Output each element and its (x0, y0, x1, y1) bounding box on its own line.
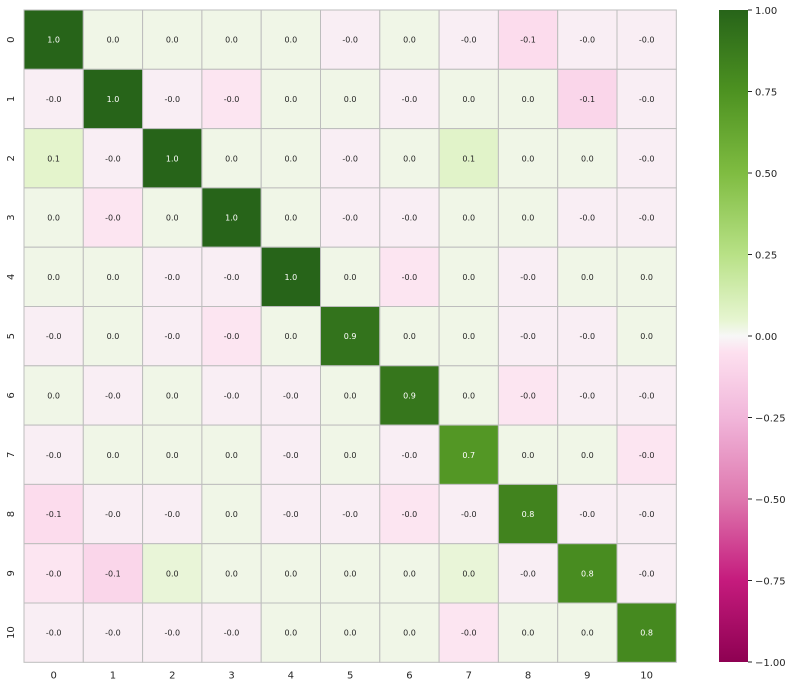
heatmap-cell-label: -0.0 (579, 213, 596, 223)
heatmap-cell-label: 0.0 (225, 154, 238, 164)
colorbar-tick-label: −0.50 (755, 495, 786, 506)
heatmap-cell-label: -0.0 (223, 628, 240, 638)
heatmap-cell-label: -0.0 (401, 272, 418, 282)
heatmap-cell-label: 0.0 (521, 213, 535, 223)
heatmap-cell-label: 0.0 (403, 332, 416, 342)
heatmap-cell-label: -0.0 (638, 391, 655, 401)
heatmap-cell-label: 0.0 (225, 35, 238, 45)
heatmap-cell-label: -0.0 (164, 272, 181, 282)
heatmap-cell-label: -0.0 (401, 94, 418, 104)
heatmap-cell-label: 0.0 (106, 332, 120, 342)
heatmap-cell-label: 0.9 (343, 332, 357, 342)
colorbar-tick-label: 0.25 (755, 250, 778, 262)
heatmap-cell-label: -0.1 (105, 569, 121, 579)
heatmap-cell-label: -0.0 (401, 213, 418, 223)
y-tick-label: 3 (6, 214, 17, 221)
heatmap-cell-label: 0.0 (284, 213, 298, 223)
heatmap-cell-label: -0.0 (520, 391, 536, 401)
heatmap-cell-label: -0.0 (45, 450, 62, 460)
heatmap-cell-label: -0.0 (105, 213, 121, 223)
heatmap-cell-label: -0.0 (579, 332, 596, 342)
y-tick-label: 1 (6, 95, 17, 103)
heatmap-cell-label: 0.0 (640, 332, 654, 342)
x-tick-label: 7 (465, 670, 472, 682)
heatmap-cell-label: -0.1 (520, 35, 536, 45)
heatmap-cell-label: 0.0 (47, 391, 61, 401)
heatmap-cell-label: -0.0 (283, 450, 299, 460)
x-tick-label: 0 (50, 670, 57, 682)
heatmap-cell-label: -0.0 (45, 569, 62, 579)
colorbar-tick-label: −1.00 (755, 658, 786, 669)
heatmap-cell-label: 0.8 (640, 628, 654, 638)
heatmap-cell-label: -0.0 (164, 510, 181, 520)
x-tick-label: 6 (406, 670, 413, 682)
heatmap-cell-label: 1.0 (47, 35, 61, 45)
y-axis-ticks (6, 36, 17, 639)
heatmap-cell-label: 1.0 (165, 154, 179, 164)
y-tick-label: 10 (6, 626, 17, 640)
heatmap-cell-label: 0.0 (403, 154, 416, 164)
heatmap-cell-label: -0.0 (223, 332, 240, 342)
heatmap-cell-label: -0.0 (579, 391, 596, 401)
heatmap-cell-label: 0.0 (462, 332, 476, 342)
heatmap-cell-label: -0.0 (638, 450, 655, 460)
heatmap-cell-label: -0.0 (342, 213, 358, 223)
colorbar (719, 10, 748, 662)
heatmap-cell-label: 0.0 (106, 272, 120, 282)
heatmap-cell-label: 0.0 (343, 391, 357, 401)
heatmap-cell-label: 0.0 (580, 154, 594, 164)
x-tick-label: 2 (169, 670, 176, 682)
y-tick-label: 6 (6, 392, 17, 399)
heatmap-cell-label: 0.0 (462, 272, 476, 282)
x-tick-label: 4 (287, 670, 295, 682)
heatmap-cell-label: 0.0 (165, 569, 179, 579)
colorbar-ticks (748, 6, 786, 669)
heatmap-cell-label: -0.0 (105, 154, 121, 164)
heatmap-cell-label: 0.0 (462, 213, 476, 223)
heatmap-cell-label: -0.0 (520, 332, 536, 342)
heatmap-cell-label: -0.0 (638, 94, 655, 104)
heatmap-cell-label: 0.0 (225, 450, 238, 460)
heatmap-cell-label: 0.0 (106, 450, 120, 460)
heatmap-cell-label: -0.0 (223, 272, 240, 282)
y-tick-label: 2 (6, 155, 17, 162)
heatmap-cell-label: 0.0 (521, 450, 535, 460)
x-tick-label: 1 (109, 670, 117, 682)
heatmap-cell-label: 0.0 (47, 213, 61, 223)
heatmap-cell-label: 0.0 (284, 569, 298, 579)
heatmap-cell-label: 0.1 (462, 154, 476, 164)
heatmap-cell-label: -0.0 (283, 391, 299, 401)
x-tick-label: 8 (524, 670, 532, 682)
heatmap-cell-label: -0.0 (342, 510, 358, 520)
colorbar-tick-label: 0.00 (755, 332, 778, 343)
heatmap-cell-label: -0.0 (342, 35, 358, 45)
y-tick-label: 5 (6, 332, 17, 340)
heatmap-cell-label: 0.0 (343, 450, 357, 460)
heatmap-cell-label: -0.0 (638, 213, 655, 223)
y-tick-label: 0 (6, 36, 17, 43)
heatmap-cell-label: 0.0 (580, 272, 594, 282)
heatmap-cell-label: 0.0 (225, 510, 238, 520)
heatmap-cell-label: 0.0 (165, 450, 179, 460)
heatmap-cell-label: 0.0 (403, 628, 416, 638)
heatmap-cell-label: 0.0 (521, 94, 535, 104)
heatmap-cell-label: 0.0 (521, 154, 535, 164)
heatmap-cell-label: -0.0 (105, 391, 121, 401)
heatmap-cell-label: 0.0 (284, 332, 298, 342)
heatmap-cell-label: -0.0 (223, 94, 240, 104)
heatmap-cell-label: 0.0 (47, 272, 61, 282)
colorbar-tick-label: −0.25 (755, 413, 786, 425)
heatmap-cell-label: 0.0 (403, 35, 416, 45)
heatmap-cell-label: 0.0 (403, 569, 416, 579)
heatmap-cell-label: -0.0 (164, 628, 181, 638)
colorbar-tick-label: −0.75 (755, 576, 786, 588)
heatmap-cell-label: -0.0 (105, 510, 121, 520)
heatmap-cell-label: 0.8 (521, 510, 535, 520)
heatmap-cell-label: 0.0 (284, 154, 298, 164)
heatmap-cell-label: -0.0 (520, 569, 536, 579)
heatmap-cell-label: 0.0 (165, 391, 179, 401)
heatmap-cell-label: 0.0 (343, 628, 357, 638)
colorbar-tick-label: 1.00 (755, 6, 778, 17)
heatmap-cell-label: 0.0 (580, 628, 594, 638)
heatmap-cell-label: 0.0 (284, 35, 298, 45)
heatmap-cell-label: 0.0 (462, 569, 476, 579)
heatmap-cell-label: 1.0 (225, 213, 238, 223)
heatmap-cell-label: -0.0 (45, 332, 62, 342)
heatmap-cell-label: 0.1 (47, 154, 61, 164)
heatmap-cell-label: -0.0 (45, 628, 62, 638)
heatmap-cell-label: -0.0 (401, 510, 418, 520)
heatmap-cell-label: 0.0 (284, 94, 298, 104)
heatmap-cell-label: -0.0 (164, 332, 181, 342)
heatmap-cell-label: 1.0 (284, 272, 298, 282)
heatmap-cell-label: -0.1 (45, 510, 62, 520)
heatmap-cell-label: 0.0 (284, 628, 298, 638)
heatmap-cell-label: 0.8 (580, 569, 594, 579)
heatmap-cell-label: 0.0 (580, 450, 594, 460)
heatmap-cell-label: -0.0 (638, 510, 655, 520)
heatmap-cell-label: -0.0 (223, 391, 240, 401)
x-tick-label: 5 (346, 670, 354, 682)
y-tick-label: 8 (6, 510, 17, 518)
heatmap-cell-label: -0.0 (520, 272, 536, 282)
heatmap-cell-label: 0.0 (343, 94, 357, 104)
colorbar-gradient (719, 10, 748, 662)
colorbar-tick-label: 0.75 (755, 87, 778, 99)
heatmap-cell-label: 0.0 (106, 35, 120, 45)
heatmap-cell-label: 0.0 (343, 569, 357, 579)
heatmap-cell-label: 0.0 (343, 272, 357, 282)
y-tick-label: 7 (6, 451, 17, 458)
heatmap-cell-label: 0.9 (403, 391, 416, 401)
heatmap-cell-label: -0.0 (460, 510, 477, 520)
heatmap-cell-label: -0.0 (460, 35, 477, 45)
heatmap-cell-label: -0.0 (45, 94, 62, 104)
y-tick-label: 9 (6, 570, 17, 577)
x-tick-label: 10 (640, 670, 654, 682)
heatmap-cell-label: -0.0 (105, 628, 121, 638)
colorbar-tick-label: 0.50 (755, 169, 778, 180)
heatmap-cell-label: -0.0 (164, 94, 181, 104)
heatmap-cell-label: -0.0 (460, 628, 477, 638)
heatmap-cell-label: -0.1 (579, 94, 596, 104)
heatmap-cell-label: 0.0 (225, 569, 238, 579)
heatmap-cell-label: 1.0 (106, 94, 120, 104)
heatmap-cell-label: -0.0 (638, 569, 655, 579)
heatmap-cell-label: -0.0 (342, 154, 358, 164)
heatmap-cell-label: -0.0 (579, 510, 596, 520)
x-axis-ticks (50, 670, 653, 681)
heatmap-cell-label: -0.0 (401, 450, 418, 460)
heatmap-cell-label: 0.7 (462, 450, 476, 460)
y-tick-label: 4 (6, 273, 17, 281)
heatmap-cell-label: 0.0 (640, 272, 654, 282)
heatmap-cell-label: -0.0 (638, 35, 655, 45)
heatmap-cell-label: -0.0 (579, 35, 596, 45)
x-tick-label: 3 (228, 670, 235, 682)
heatmap-cell-label: -0.0 (638, 154, 655, 164)
heatmap-cell-label: 0.0 (521, 628, 535, 638)
x-tick-label: 9 (584, 670, 591, 682)
heatmap-cell-label: 0.0 (165, 35, 179, 45)
heatmap-cell-label: -0.0 (283, 510, 299, 520)
heatmap-cell-label: 0.0 (165, 213, 179, 223)
heatmap-cell-label: 0.0 (462, 391, 476, 401)
heatmap-cell-label: 0.0 (462, 94, 476, 104)
